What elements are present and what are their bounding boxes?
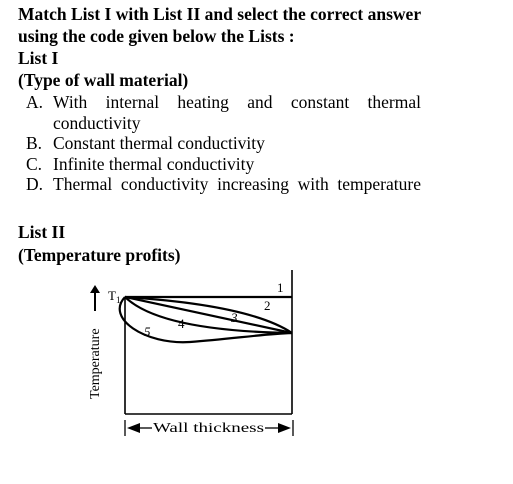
- item-text: With internal heating and constant thermal conductivity: [53, 92, 421, 133]
- curve-label-5: 5: [144, 324, 151, 339]
- list1-title: List I: [18, 48, 59, 68]
- item-label: D.: [26, 174, 44, 194]
- item-text: Constant thermal conductivity: [53, 133, 265, 153]
- item-text: Thermal conductivity increasing with temperature: [53, 174, 421, 194]
- item-label: A.: [26, 92, 44, 112]
- curve-label-3: 3: [231, 310, 238, 325]
- list1-subtitle: (Type of wall material): [18, 70, 189, 90]
- item-label: B.: [26, 133, 43, 153]
- x-arrow-right-icon: [278, 423, 291, 433]
- item-text: Infinite thermal conductivity: [53, 153, 255, 174]
- y-axis-arrow-icon: [90, 285, 100, 293]
- x-axis-label: Wall thickness: [153, 421, 264, 436]
- curve-label-1: 1: [277, 280, 284, 295]
- curve-label-4: 4: [178, 316, 185, 331]
- list2-subtitle: (Temperature profits): [18, 245, 181, 265]
- list2-title: List II: [18, 222, 66, 242]
- item-label: C.: [26, 153, 43, 174]
- curve-label-2: 2: [264, 298, 271, 313]
- question-text: Match List I with List II and select the correct answer using the code given below the Lists :: [18, 4, 421, 46]
- y-axis-label: Temperature: [88, 328, 103, 399]
- t1-label: $T_1$: [108, 288, 121, 305]
